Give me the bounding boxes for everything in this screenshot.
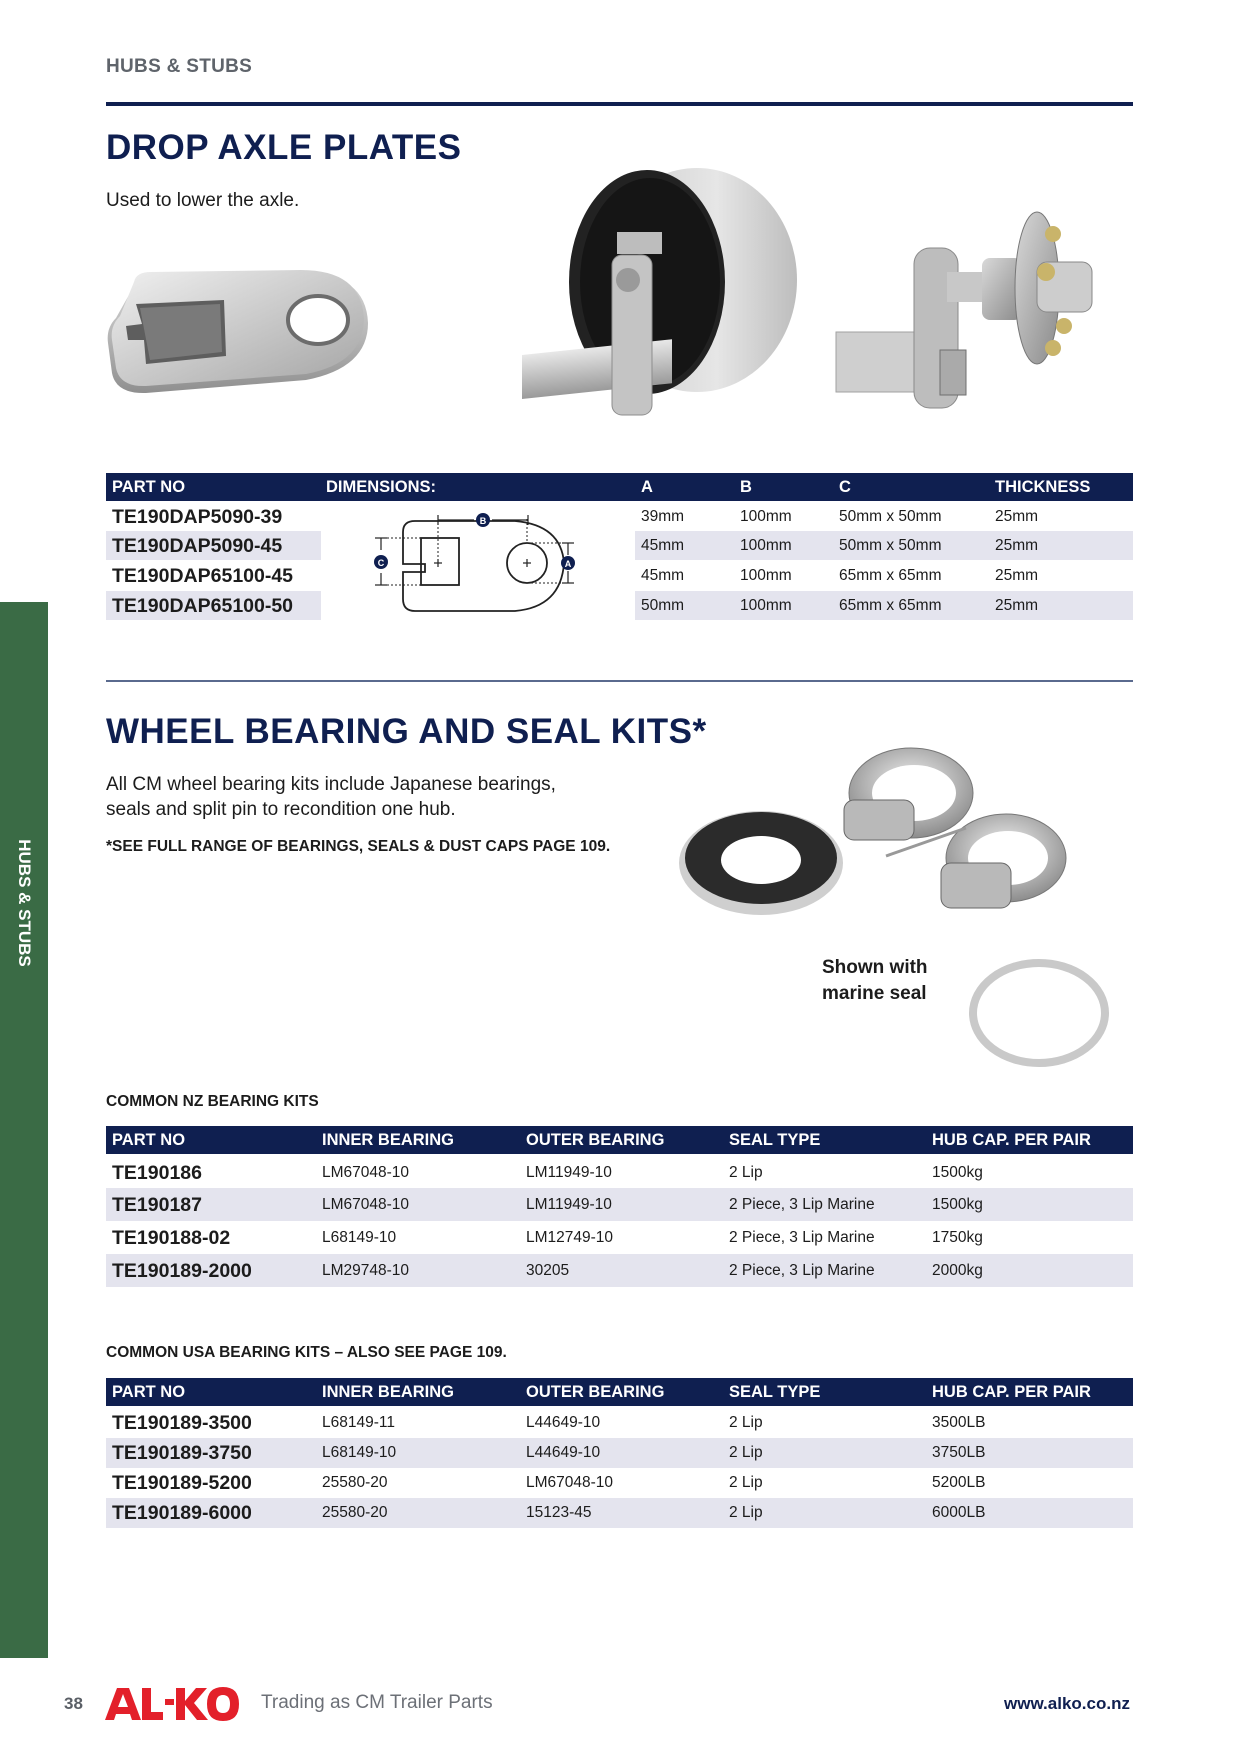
section-header: HUBS & STUBS: [106, 56, 253, 77]
description-line: All CM wheel bearing kits include Japanese bearings,: [106, 774, 556, 795]
thickness: 25mm: [995, 597, 1039, 614]
thickness: 25mm: [995, 567, 1039, 584]
hub-cap: 1500kg: [932, 1164, 983, 1181]
hub-cap: 2000kg: [932, 1262, 983, 1279]
part-no: TE190DAP5090-39: [112, 506, 283, 528]
inner-bearing: 25580-20: [322, 1504, 388, 1521]
col-header-a: A: [641, 478, 653, 496]
thickness: 25mm: [995, 508, 1039, 525]
part-no: TE190186: [112, 1162, 202, 1184]
seal-type: 2 Lip: [729, 1474, 763, 1491]
hub-cap: 3500LB: [932, 1414, 986, 1431]
dim-c: 65mm x 65mm: [839, 567, 942, 584]
diagram-label-c: C: [377, 558, 385, 568]
dim-c: 50mm x 50mm: [839, 537, 942, 554]
part-no: TE190189-2000: [112, 1260, 252, 1282]
bearing-kits-description: [106, 772, 556, 822]
col-header-part-no: PART NO: [112, 478, 186, 496]
inner-bearing: L68149-11: [322, 1414, 395, 1431]
inner-bearing: L68149-10: [322, 1229, 397, 1246]
part-no: TE190187: [112, 1194, 202, 1216]
outer-bearing: L44649-10: [526, 1444, 601, 1461]
col-header-c: C: [839, 478, 851, 496]
caption-line: marine seal: [822, 983, 927, 1004]
col-header-hub-cap: HUB CAP. PER PAIR: [932, 1131, 1091, 1149]
seal-type: 2 Lip: [729, 1444, 763, 1461]
thickness: 25mm: [995, 537, 1039, 554]
diagram-label-a: A: [564, 559, 572, 569]
col-header-inner-bearing: INNER BEARING: [322, 1383, 455, 1401]
part-no: TE190DAP65100-45: [112, 565, 294, 587]
drop-axle-table-header: [106, 473, 1133, 501]
dim-a: 45mm: [641, 537, 685, 554]
hub-cap: 1500kg: [932, 1196, 983, 1213]
dim-b: 100mm: [740, 508, 792, 525]
drop-axle-plate-image: [106, 268, 376, 398]
image-caption: [822, 955, 928, 1007]
inner-bearing: LM67048-10: [322, 1196, 410, 1213]
dimension-diagram: [335, 505, 595, 623]
seal-type: 2 Lip: [729, 1164, 763, 1181]
caption-line: Shown with: [822, 957, 928, 978]
part-no: TE190189-3500: [112, 1412, 252, 1434]
dim-b: 100mm: [740, 537, 792, 554]
inner-bearing: 25580-20: [322, 1474, 388, 1491]
outer-bearing: LM11949-10: [526, 1164, 612, 1181]
section-side-tab: [0, 602, 48, 1658]
hub-cap: 6000LB: [932, 1504, 986, 1521]
seal-type: 2 Piece, 3 Lip Marine: [729, 1196, 875, 1213]
outer-bearing: LM11949-10: [526, 1196, 612, 1213]
outer-bearing: 15123-45: [526, 1504, 592, 1521]
part-no: TE190DAP65100-50: [112, 595, 294, 617]
col-header-outer-bearing: OUTER BEARING: [526, 1383, 665, 1401]
bearing-range-note: *SEE FULL RANGE OF BEARINGS, SEALS & DUST CAPS PAGE 109.: [106, 838, 611, 855]
usa-kits-heading: COMMON USA BEARING KITS – ALSO SEE PAGE 109.: [106, 1344, 507, 1361]
dim-b: 100mm: [740, 567, 792, 584]
side-tab-text: HUBS & STUBS: [15, 839, 34, 967]
outer-bearing: L44649-10: [526, 1414, 601, 1431]
dim-b: 100mm: [740, 597, 792, 614]
marine-seal-image: [968, 958, 1110, 1068]
drop-axle-description: Used to lower the axle.: [106, 190, 300, 211]
outer-bearing: LM67048-10: [526, 1474, 614, 1491]
seal-type: 2 Lip: [729, 1414, 763, 1431]
website-link[interactable]: www.alko.co.nz: [1004, 1694, 1130, 1713]
col-header-inner-bearing: INNER BEARING: [322, 1131, 455, 1149]
outer-bearing: LM12749-10: [526, 1229, 614, 1246]
header-rule: [106, 102, 1133, 106]
drum-with-drop-plate-image: [522, 160, 802, 430]
section-divider: [106, 680, 1133, 682]
dim-a: 50mm: [641, 597, 685, 614]
outer-bearing: 30205: [526, 1262, 570, 1279]
col-header-part-no: PART NO: [112, 1131, 186, 1149]
part-no: TE190DAP5090-45: [112, 535, 283, 557]
col-header-seal-type: SEAL TYPE: [729, 1383, 821, 1401]
col-header-dimensions: DIMENSIONS:: [326, 478, 437, 496]
hub-cap: 1750kg: [932, 1229, 983, 1246]
dim-a: 39mm: [641, 508, 685, 525]
inner-bearing: L68149-10: [322, 1444, 397, 1461]
bearing-kit-image: [676, 738, 1106, 978]
nz-table-header: [106, 1126, 1133, 1154]
section-title-wheel-bearing-kits: WHEEL BEARING AND SEAL KITS*: [106, 712, 707, 751]
part-no: TE190189-3750: [112, 1442, 252, 1464]
part-no: TE190189-5200: [112, 1472, 252, 1494]
side-tab-label: [12, 833, 36, 973]
seal-type: 2 Piece, 3 Lip Marine: [729, 1262, 875, 1279]
usa-table-header: [106, 1378, 1133, 1406]
dim-c: 50mm x 50mm: [839, 508, 942, 525]
col-header-seal-type: SEAL TYPE: [729, 1131, 821, 1149]
part-no: TE190188-02: [112, 1227, 231, 1249]
nz-kits-heading: COMMON NZ BEARING KITS: [106, 1093, 319, 1110]
page-number: 38: [64, 1694, 83, 1713]
description-line: seals and split pin to recondition one hub.: [106, 799, 456, 820]
col-header-b: B: [740, 478, 752, 496]
hub-cap: 3750LB: [932, 1444, 986, 1461]
col-header-hub-cap: HUB CAP. PER PAIR: [932, 1383, 1091, 1401]
dim-c: 65mm x 65mm: [839, 597, 942, 614]
dim-a: 45mm: [641, 567, 685, 584]
col-header-part-no: PART NO: [112, 1383, 186, 1401]
seal-type: 2 Lip: [729, 1504, 763, 1521]
col-header-thickness: THICKNESS: [995, 478, 1091, 496]
alko-logo: [105, 1686, 239, 1722]
section-title-drop-axle-plates: DROP AXLE PLATES: [106, 128, 462, 167]
seal-type: 2 Piece, 3 Lip Marine: [729, 1229, 875, 1246]
hub-cap: 5200LB: [932, 1474, 986, 1491]
stub-with-hub-image: [832, 200, 1122, 420]
col-header-outer-bearing: OUTER BEARING: [526, 1131, 665, 1149]
diagram-label-b: B: [479, 516, 487, 526]
inner-bearing: LM67048-10: [322, 1164, 410, 1181]
footer-tagline: Trading as CM Trailer Parts: [261, 1692, 493, 1713]
inner-bearing: LM29748-10: [322, 1262, 410, 1279]
part-no: TE190189-6000: [112, 1502, 252, 1524]
